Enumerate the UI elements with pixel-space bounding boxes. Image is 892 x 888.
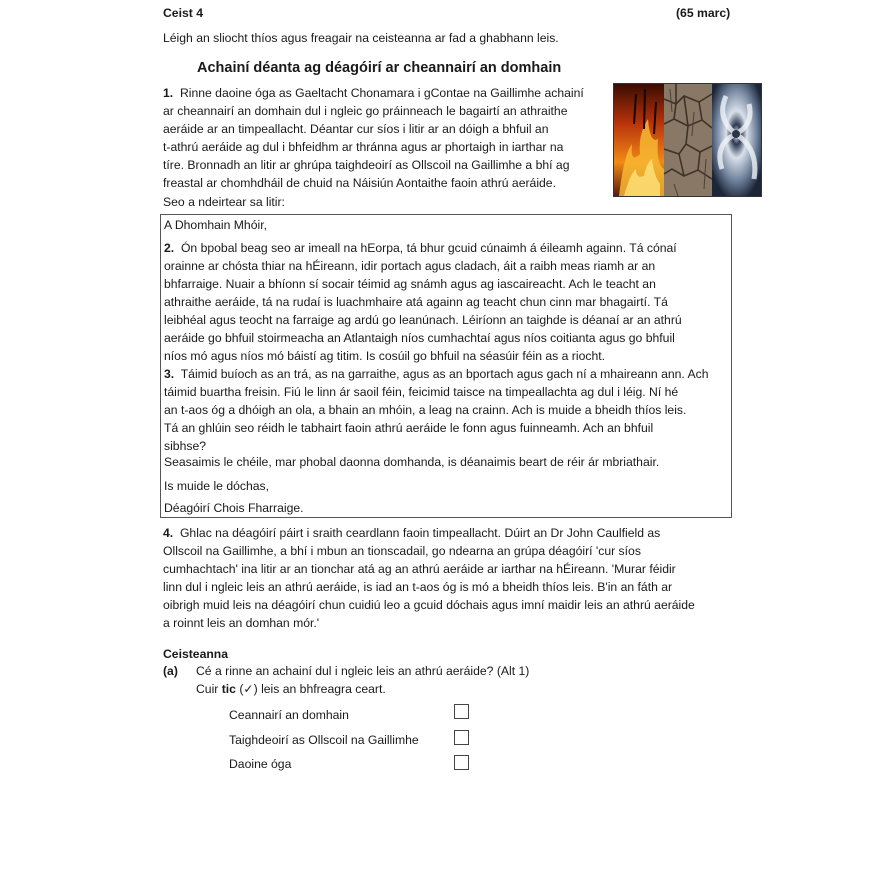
paragraph-1-line: 1. Rinne daoine óga as Gaeltacht Chonamara i gContae na Gaillimhe achainí bbox=[163, 86, 584, 100]
paragraph-3-line: 3. Táimid buíoch as an trá, as na garraithe, agus as an bportach agus gach ní a mhaireann ann. Ach bbox=[164, 367, 709, 381]
paragraph-2 bbox=[164, 239, 682, 365]
letter-box bbox=[160, 214, 732, 518]
paragraph-number: 2. bbox=[164, 241, 175, 255]
paragraph-1-line: aeráide ar an timpeallacht. Déantar cur síos i litir ar an dóigh a bhfuil an bbox=[163, 122, 549, 136]
paragraph-4-line: Ollscoil na Gaillimhe, a bhí i mbun an tionscadail, go ndearna an grúpa déagóirí 'cur síos bbox=[163, 544, 641, 558]
letter-intro: Seo a ndeirtear sa litir: bbox=[163, 195, 285, 209]
answer-option-label: Ceannairí an domhain bbox=[229, 708, 349, 722]
paragraph-2-line: orainne ar chósta thiar na hÉireann, idir portach agus cladach, áit a raibh meas riamh ar an bbox=[164, 259, 656, 273]
question-a-label: (a) bbox=[163, 664, 178, 678]
letter-signature: Déagóirí Chois Fharraige. bbox=[164, 501, 304, 515]
climate-illustration bbox=[613, 83, 762, 197]
paragraph-1-line: freastal ar chomhdháil de chuid na Náisiún Aontaithe faoin athrú aeráide. bbox=[163, 176, 556, 190]
paragraph-4-line: linn dul i ngleic leis an athrú aeráide, is iad an t-aos óg is mó a bheidh thíos leis. B'in an fáth ar bbox=[163, 580, 673, 594]
question-a-instruction: Cuir tic (✓) leis an bhfreagra ceart. bbox=[196, 682, 386, 696]
paragraph-number: 3. bbox=[164, 367, 175, 381]
paragraph-3-line: táimid buartha freisin. Fiú le linn ár saoil féin, feicimid taisce na timpeallachta ag dul i léig. Ní hé bbox=[164, 385, 679, 399]
instruction-text: Léigh an sliocht thíos agus freagair na ceisteanna ar fad a ghabhann leis. bbox=[163, 31, 559, 45]
paragraph-2-line: leibhéal agus teocht na farraige ag ardú go leanúnach. Léiríonn an taighde is déanaí ar an athrú bbox=[164, 313, 682, 327]
paragraph-3-line: an t-aos óg a dhóigh an ola, a bhain an mhóin, a leag na crainn. Ach is muide a bheidh thíos leis. bbox=[164, 403, 687, 417]
paragraph-4-line: a roinnt leis an domhan mór.' bbox=[163, 616, 320, 630]
answer-checkbox-2[interactable] bbox=[454, 730, 469, 745]
paragraph-3-line: Tá an ghlúin seo réidh le tabhairt faoin athrú aeráide le fonn agus fuinneamh. Ach an bhfuil bbox=[164, 421, 654, 435]
hurricane-image bbox=[712, 84, 761, 196]
cracked-earth-image bbox=[664, 84, 712, 196]
paragraph-4 bbox=[163, 524, 695, 632]
paragraph-1-line: ar cheannairí an domhain dul i ngleic go práinneach le bagairtí an athraithe bbox=[163, 104, 568, 118]
tick-word: tic bbox=[221, 682, 236, 696]
letter-salutation: A Dhomhain Mhóir, bbox=[164, 218, 267, 232]
marks-label: (65 marc) bbox=[676, 6, 731, 20]
letter-sign-off: Is muide le dóchas, bbox=[164, 479, 270, 493]
paragraph-2-line: bhfarraige. Nuair a bhíonn sí socair téimid ag snámh agus ag iascaireacht. Ach le teacht an bbox=[164, 277, 656, 291]
answer-option-label: Daoine óga bbox=[229, 757, 292, 771]
fire-image bbox=[614, 84, 664, 196]
paragraph-1-line: tíre. Bronnadh an litir ar ghrúpa taighdeoirí as Ollscoil na Gaillimhe a bhí ag bbox=[163, 158, 570, 172]
question-label: Ceist 4 bbox=[163, 6, 203, 20]
paragraph-4-line: oibrigh muid leis na déagóirí chun cuidiú leo a gcuid dóchais agus imní maidir leis an athrú aeráide bbox=[163, 598, 695, 612]
climate-illustration-svg bbox=[614, 84, 761, 196]
answer-option-label: Taighdeoirí as Ollscoil na Gaillimhe bbox=[229, 733, 419, 747]
question-a-text: Cé a rinne an achainí dul i ngleic leis an athrú aeráide? (Alt 1) bbox=[196, 664, 530, 678]
paragraph-4-line: cumhachtach' ina litir ar an tionchar atá ag an athrú aeráide ar iarthar na hÉireann. 'Murar féidir bbox=[163, 562, 676, 576]
paragraph-number: 4. bbox=[163, 526, 174, 540]
letter-closing-line: Seasaimis le chéile, mar phobal daonna domhanda, is déanaimis beart de réir ár mbriathair. bbox=[164, 455, 660, 469]
paragraph-2-line: 2. Ón bpobal beag seo ar imeall na hEorpa, tá bhur gcuid cúnaimh á éileamh againn. Tá cónaí bbox=[164, 241, 677, 255]
paragraph-4-line: 4. Ghlac na déagóirí páirt i sraith ceardlann faoin timpeallacht. Dúirt an Dr John Caulfield as bbox=[163, 526, 661, 540]
paragraph-2-line: níos mó agus níos mó báistí ag titim. Is cosúil go bhfuil na séasúir féin as a riocht. bbox=[164, 349, 605, 363]
paragraph-2-line: aeráide go bhfuil stoirmeacha an Atlantaigh níos cumhachtaí agus níos coitianta agus go bhfuil bbox=[164, 331, 675, 345]
paragraph-1-line: t-athrú aeráide ag dul i bhfeidhm ar thránna agus ar phortaigh in iarthar na bbox=[163, 140, 564, 154]
answer-checkbox-3[interactable] bbox=[454, 755, 469, 770]
paragraph-3-line: sibhse? bbox=[164, 439, 207, 453]
questions-heading: Ceisteanna bbox=[163, 647, 229, 661]
paragraph-2-line: athraithe aeráide, tá na rudaí is luachmhaire atá againn ag teacht chun cinn mar bhagairtí. Tá bbox=[164, 295, 668, 309]
paragraph-3 bbox=[164, 365, 709, 455]
article-title: Achainí déanta ag déagóirí ar cheannairí an domhain bbox=[197, 60, 562, 76]
paragraph-number: 1. bbox=[163, 86, 174, 100]
paragraph-1 bbox=[163, 84, 584, 192]
answer-checkbox-1[interactable] bbox=[454, 704, 469, 719]
